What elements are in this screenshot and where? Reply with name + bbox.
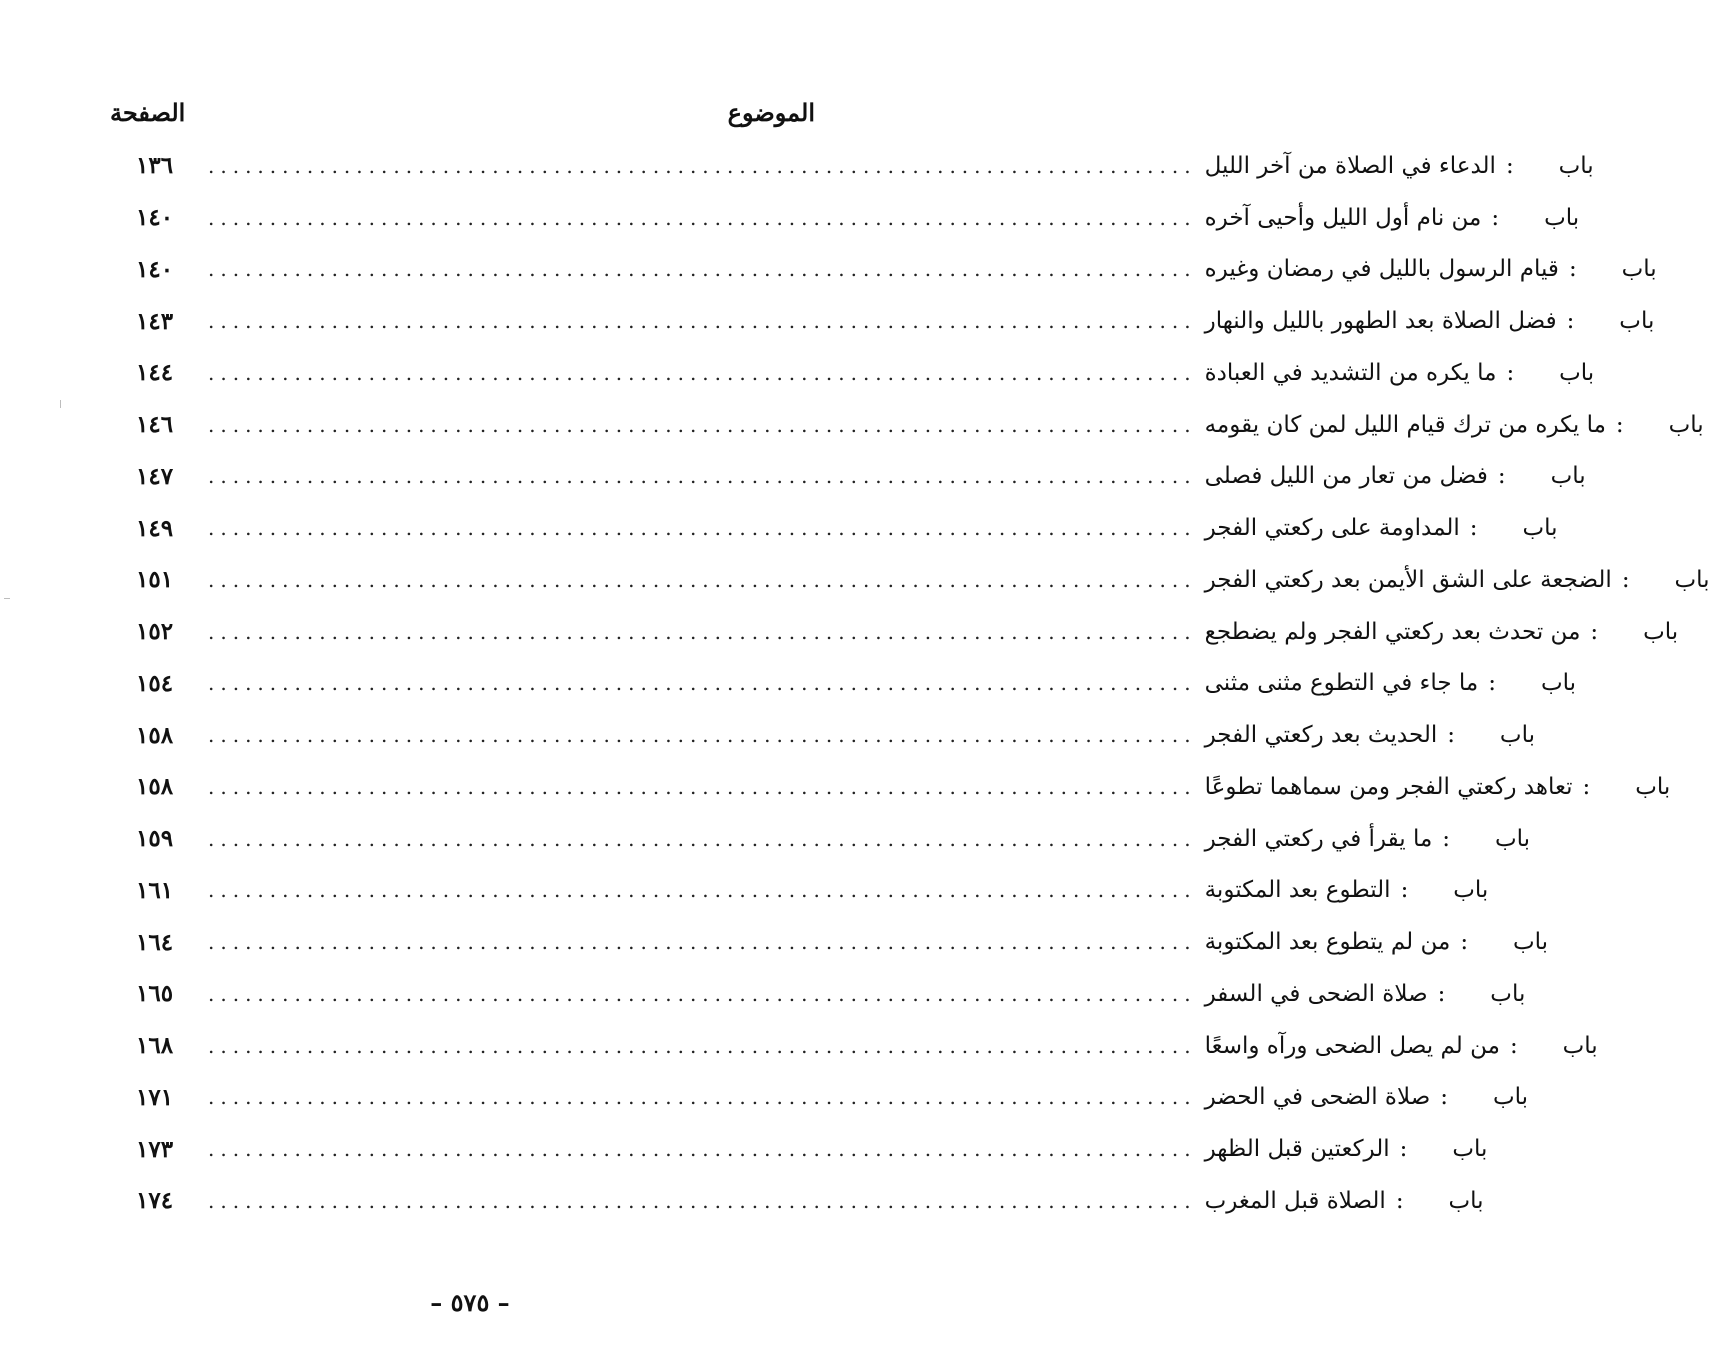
toc-entry [128,554,1710,606]
toc-entry-prefix: باب [1619,308,1655,335]
toc-entry [128,1072,1528,1124]
toc-entry-title: ما يكره من ترك قيام الليل لمن كان يقومه [1204,411,1606,438]
toc-entry-prefix: باب [1499,722,1535,749]
dot-leader: ................................................................................ [208,671,1197,696]
toc-entry-prefix: باب [1621,256,1657,283]
toc-entry-page: ١٦٥ [136,980,174,1008]
dot-leader: ................................................................................ [208,774,1197,799]
toc-entry-page: ١٣٦ [136,152,174,180]
dot-leader: ................................................................................ [208,619,1197,644]
toc-entry [128,1020,1598,1072]
page-column-heading: الصفحة [110,97,186,127]
toc-entry-title: من نام أول الليل وأحيى آخره [1204,204,1482,231]
dot-leader: ................................................................................ [208,1085,1197,1110]
toc-entry-page: ١٥٩ [136,825,174,853]
toc-entry-page: ١٧١ [136,1083,174,1111]
toc-entry [128,1123,1488,1175]
dot-leader: ................................................................................ [208,464,1197,489]
dot-leader: ................................................................................ [208,412,1197,437]
toc-entry-page: ١٤٦ [136,411,174,439]
toc-entry-separator: : [1491,204,1500,231]
toc-entry-title: المداومة على ركعتي الفجر [1204,515,1460,542]
toc-entry-title: الدعاء في الصلاة من آخر الليل [1204,152,1496,179]
toc-entry-title: صلاة الضحى في السفر [1204,980,1428,1007]
toc-entry-title: من لم يصل الضحى ورآه واسعًا [1204,1032,1500,1059]
toc-entry-page: ١٤٧ [136,462,174,490]
toc-entry [128,658,1576,710]
toc-entry-separator: : [1615,411,1624,438]
toc-entry-title: فضل من تعار من الليل فصلى [1204,463,1488,490]
toc-entry-page: ١٥٢ [136,618,174,646]
toc-entry [128,813,1531,865]
toc-entry-title: صلاة الضحى في الحضر [1204,1084,1431,1111]
toc-entry-separator: : [1442,825,1451,852]
toc-entry-title: تعاهد ركعتي الفجر ومن سماهما تطوعًا [1204,773,1573,800]
toc-entry-prefix: باب [1494,825,1531,852]
toc-entry [128,295,1655,347]
toc-entry-page: ١٥٨ [136,773,174,801]
toc-entry-separator: : [1506,359,1515,386]
dot-leader: ................................................................................ [208,1188,1197,1213]
toc-entry-prefix: باب [1540,670,1576,697]
toc-entry-prefix: باب [1490,980,1526,1007]
toc-entry-title: الضجعة على الشق الأيمن بعد ركعتي الفجر [1204,566,1612,593]
dot-leader: ................................................................................ [208,257,1197,282]
toc-entry-page: ١٤٠ [136,255,174,283]
toc-entry-separator: : [1399,1136,1408,1163]
toc-entry-prefix: باب [1674,566,1710,593]
toc-entry-title: قيام الرسول بالليل في رمضان وغيره [1204,256,1559,283]
toc-entry [128,347,1595,399]
toc-entry-title: الركعتين قبل الظهر [1204,1136,1390,1163]
dot-leader: ................................................................................ [208,516,1197,541]
toc-entry-prefix: باب [1453,877,1489,904]
toc-entry [128,502,1558,554]
toc-entry-separator: : [1568,256,1577,283]
toc-entry [128,244,1657,296]
toc-entry-separator: : [1400,877,1409,904]
toc-entry-prefix: باب [1522,515,1558,542]
toc-entry-separator: : [1621,566,1630,593]
toc-entry-prefix: باب [1448,1187,1484,1214]
toc-entry-page: ١٤٤ [136,359,174,387]
toc-entry-page: ١٥٤ [136,669,174,697]
dot-leader: ................................................................................ [208,1033,1197,1058]
dot-leader: ................................................................................ [208,981,1197,1006]
toc-list [128,140,1710,1227]
toc-entry [128,1175,1484,1227]
dot-leader: ................................................................................ [208,930,1197,955]
toc-entry-prefix: باب [1562,1032,1598,1059]
toc-entry-separator: : [1437,980,1446,1007]
toc-entry-separator: : [1582,773,1591,800]
toc-entry-title: ما يقرأ في ركعتي الفجر [1204,825,1433,852]
toc-entry-prefix: باب [1513,929,1549,956]
toc-entry-title: الحديث بعد ركعتي الفجر [1204,722,1438,749]
toc-entry-page: ١٥١ [136,566,174,594]
toc-entry-prefix: باب [1550,463,1586,490]
toc-entry-prefix: باب [1559,359,1595,386]
toc-entry [128,140,1594,192]
toc-entry-separator: : [1447,722,1455,749]
dot-leader: ................................................................................ [208,723,1197,748]
toc-entry-title: الصلاة قبل المغرب [1204,1187,1386,1214]
toc-entry-page: ١٧٤ [136,1187,174,1215]
toc-entry-prefix: باب [1643,618,1679,645]
toc-entry-prefix: باب [1558,152,1594,179]
dot-leader: ................................................................................ [208,153,1197,178]
dot-leader: ................................................................................ [208,1137,1197,1162]
toc-entry-page: ١٦١ [136,876,174,904]
topic-column-heading: الموضوع [727,97,815,127]
toc-entry-prefix: باب [1492,1084,1528,1111]
toc-entry [128,709,1535,761]
toc-entry-separator: : [1488,670,1496,697]
toc-entry-separator: : [1469,515,1478,542]
toc-entry-prefix: باب [1452,1136,1488,1163]
dot-leader: ................................................................................ [208,826,1197,851]
scan-mark [4,598,10,599]
scan-mark [60,400,61,408]
toc-entry-title: التطوع بعد المكتوبة [1204,877,1391,904]
dot-leader: ................................................................................ [208,360,1197,385]
toc-entry-title: من لم يتطوع بعد المكتوبة [1204,929,1451,956]
toc-entry-title: ما جاء في التطوع مثنى مثنى [1204,670,1479,697]
toc-entry-page: ١٤٩ [136,514,174,542]
toc-entry-separator: : [1440,1084,1448,1111]
toc-entry-page: ١٦٨ [136,1032,174,1060]
toc-entry-prefix: باب [1668,411,1704,438]
toc-entry [128,865,1489,917]
toc-entry-prefix: باب [1635,773,1671,800]
toc-entry-page: ١٤٣ [136,307,174,335]
toc-entry [128,916,1549,968]
toc-entry [128,399,1704,451]
toc-entry-title: فضل الصلاة بعد الطهور بالليل والنهار [1204,308,1557,335]
toc-entry-page: ١٦٤ [136,928,174,956]
toc-entry-separator: : [1566,308,1575,335]
toc-entry-separator: : [1460,929,1469,956]
toc-entry [128,606,1679,658]
toc-entry-title: من تحدث بعد ركعتي الفجر ولم يضطجع [1204,618,1581,645]
toc-header [110,92,815,132]
dot-leader: ................................................................................ [208,567,1197,592]
toc-entry [128,192,1580,244]
toc-entry-page: ١٤٠ [136,204,174,232]
toc-entry [128,451,1586,503]
toc-entry [128,761,1671,813]
toc-entry-separator: : [1509,1032,1518,1059]
dot-leader: ................................................................................ [208,309,1197,334]
page-number: – ٥٧٥ – [430,1288,510,1317]
toc-entry-separator: : [1590,618,1599,645]
toc-entry-title: ما يكره من التشديد في العبادة [1204,359,1497,386]
dot-leader: ................................................................................ [208,205,1197,230]
toc-entry-prefix: باب [1544,204,1580,231]
toc-entry-page: ١٥٨ [136,721,174,749]
toc-entry-page: ١٧٣ [136,1135,174,1163]
toc-entry-separator: : [1497,463,1506,490]
toc-entry [128,968,1526,1020]
toc-entry-separator: : [1395,1187,1404,1214]
toc-entry-separator: : [1505,152,1514,179]
dot-leader: ................................................................................ [208,878,1197,903]
